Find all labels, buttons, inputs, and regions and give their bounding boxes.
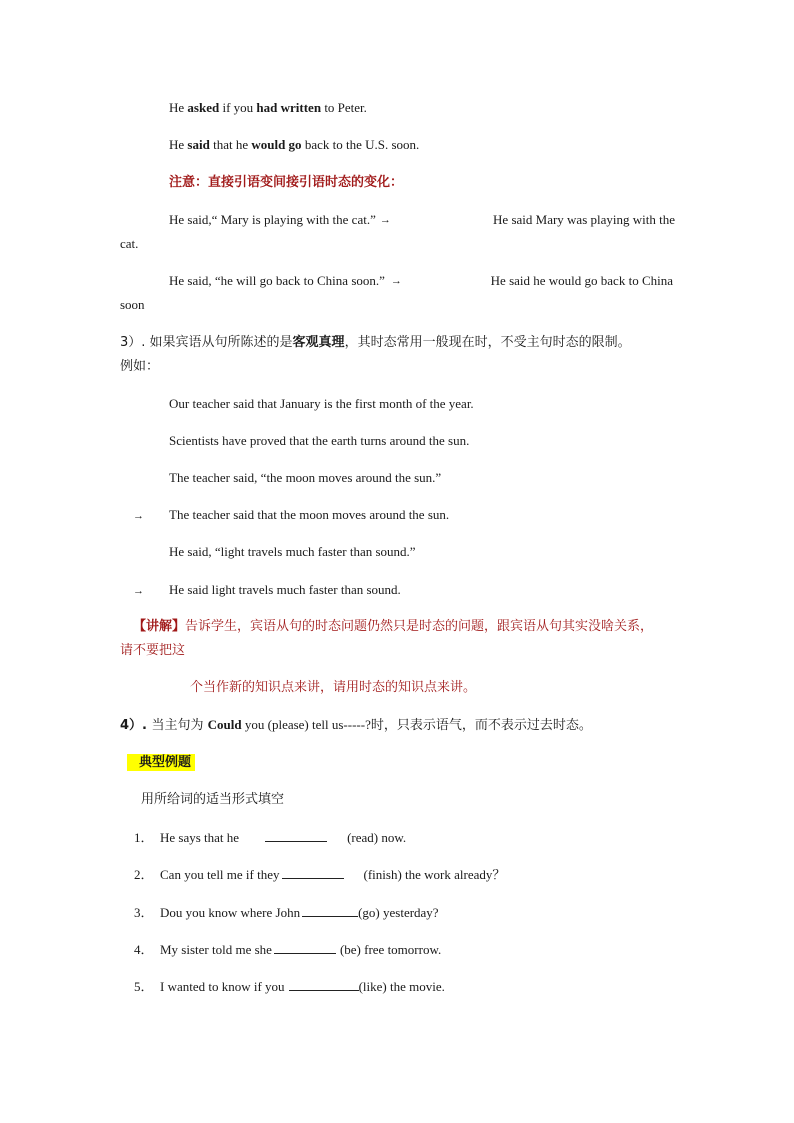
exercise-text: (finish) the work already？ <box>363 867 506 882</box>
tense-example-1-wrap: cat. <box>120 236 139 251</box>
example-said <box>169 137 419 153</box>
explain-tag: 【讲解】 <box>133 619 186 634</box>
answer-blank[interactable] <box>274 941 336 954</box>
bold-term: 客观真理 <box>292 335 345 350</box>
answer-blank[interactable] <box>265 829 327 842</box>
truth-example-3: The teacher said, “the moon moves around the sun.” <box>169 470 442 485</box>
section-title-text: 典型例题 <box>127 754 195 771</box>
exercise-number: 4． <box>134 942 154 957</box>
exercise-text: (be) free tomorrow. <box>339 942 442 957</box>
point-4-heading <box>120 717 592 734</box>
truth-example-4 <box>133 507 449 524</box>
truth-example-2: Scientists have proved that the earth turns around the sun. <box>169 433 470 448</box>
exercise-text: (go) yesterday? <box>358 905 439 920</box>
tense-example-2 <box>169 273 673 289</box>
bold-verb: would go <box>251 137 302 152</box>
section-title <box>127 755 195 771</box>
exercise-text: (read) now. <box>347 830 407 845</box>
bold-verb: had written <box>256 100 322 115</box>
answer-blank[interactable] <box>282 866 344 879</box>
exercise-3 <box>134 904 439 921</box>
tense-example-2-wrap: soon <box>120 297 145 312</box>
reported-speech: He said he would go back to China <box>490 273 673 288</box>
bold-term: Could <box>207 717 242 732</box>
example-asked <box>169 100 367 116</box>
exercise-text: Dou you know where John <box>160 905 301 920</box>
exercise-5 <box>134 978 445 995</box>
spacer <box>391 212 493 228</box>
point-3-heading <box>120 335 631 351</box>
arrow-icon: → <box>133 510 144 522</box>
spacer <box>402 273 491 289</box>
exercise-number: 1． <box>134 830 154 845</box>
truth-example-6 <box>133 582 401 599</box>
instruction: 用所给词的适当形式填空 <box>141 792 285 807</box>
text: if you <box>219 100 257 115</box>
text: to Peter. <box>321 100 367 115</box>
point-number: 4）. <box>120 718 152 733</box>
arrow-icon: → <box>133 585 144 597</box>
text: ，其时态常用一般现在时，不受主句时态的限制。 <box>344 335 631 350</box>
direct-speech: He said,“ Mary is playing with the cat.” <box>169 212 376 227</box>
text: He said light travels much faster than sound. <box>169 582 401 597</box>
exercise-text: He says that he <box>160 830 240 845</box>
exercise-number: 5． <box>134 979 154 994</box>
text: 时，只表示语气，而不表示过去时态。 <box>370 718 592 733</box>
exercise-2 <box>134 866 505 883</box>
exercise-number: 3． <box>134 905 154 920</box>
text: you (please) tell us-----? <box>241 717 371 732</box>
truth-example-5: He said, “light travels much faster than sound.” <box>169 544 416 559</box>
text: He <box>169 137 188 152</box>
bold-verb: asked <box>187 100 220 115</box>
exercise-1 <box>134 829 406 846</box>
explain-line-1 <box>133 619 653 635</box>
direct-speech: He said, “he will go back to China soon.” <box>169 273 385 288</box>
exercise-4 <box>134 941 441 958</box>
explain-line-3: 个当作新的知识点来讲，请用时态的知识点来讲。 <box>190 680 477 695</box>
text: 3）. 如果宾语从句所陈述的是 <box>120 335 293 350</box>
answer-blank[interactable] <box>289 978 359 991</box>
exercise-text: (like) the movie. <box>358 979 445 994</box>
point-3-example-label: 例如： <box>120 359 160 374</box>
explain-line-2: 请不要把这 <box>120 643 186 658</box>
reported-speech: He said Mary was playing with the <box>493 212 675 227</box>
text: He <box>169 100 188 115</box>
arrow-icon: → <box>379 214 391 226</box>
bold-verb: said <box>187 137 210 152</box>
exercise-number: 2． <box>134 867 154 882</box>
text: back to the U.S. soon. <box>301 137 420 152</box>
tense-example-1 <box>169 212 675 228</box>
answer-blank[interactable] <box>302 904 358 917</box>
exercise-text: I wanted to know if you <box>160 979 285 994</box>
note-heading: 注意：直接引语变间接引语时态的变化： <box>169 175 404 190</box>
exercise-text: My sister told me she <box>160 942 272 957</box>
text: 当主句为 <box>151 718 208 733</box>
text: 告诉学生，宾语从句的时态问题仍然只是时态的问题，跟宾语从句其实没啥关系， <box>185 619 654 634</box>
arrow-icon: → <box>390 275 402 287</box>
truth-example-1: Our teacher said that January is the first month of the year. <box>169 396 474 411</box>
text: that he <box>209 137 252 152</box>
text: The teacher said that the moon moves around the sun. <box>169 507 450 522</box>
exercise-text: Can you tell me if they <box>160 867 280 882</box>
